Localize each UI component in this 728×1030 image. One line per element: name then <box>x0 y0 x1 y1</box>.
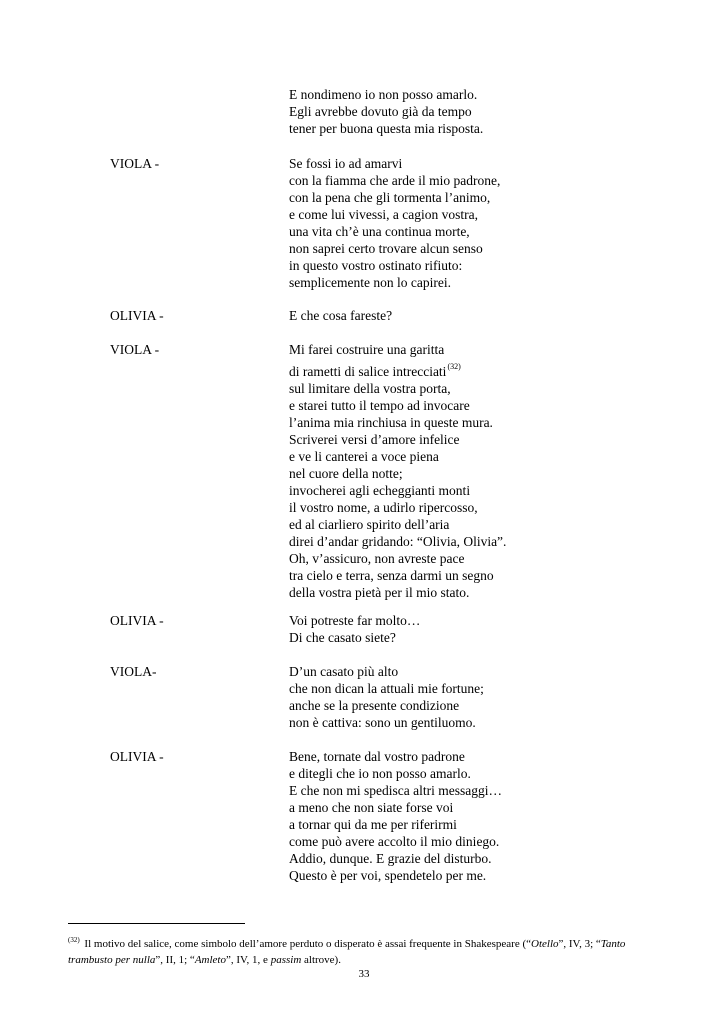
speaker-label: OLIVIA - <box>110 613 164 628</box>
footnote-part-italic: Tanto trambusto per nulla <box>68 938 626 966</box>
verse-line: e ditegli che io non posso amarlo. <box>289 766 471 781</box>
verse-line: anche se la presente condizione <box>289 698 460 713</box>
verse-line: Oh, v’assicuro, non avreste pace <box>289 551 465 566</box>
footnote-part: altrove). <box>301 954 341 966</box>
verse-line: tra cielo e terra, senza darmi un segno <box>289 568 494 583</box>
verse-line: Egli avrebbe dovuto già da tempo <box>289 104 472 119</box>
verse-line-text: di rametti di salice intrecciati <box>289 364 447 379</box>
verse-line: della vostra pietà per il mio stato. <box>289 585 470 600</box>
verse-line: Voi potreste far molto… <box>289 613 421 628</box>
verse-lines <box>289 612 420 646</box>
verse-line: Se fossi io ad amarvi <box>289 156 403 171</box>
page-number: 33 <box>358 968 370 980</box>
verse-line: Addio, dunque. E grazie del disturbo. <box>289 851 492 866</box>
footnote-part: Il motivo del salice, come simbolo dell’amore perduto o disperato è assai frequente in Shakespeare (“ <box>81 938 531 950</box>
footnote-part-italic: Otello <box>531 938 559 950</box>
verse-lines <box>289 748 502 884</box>
verse-line: con la pena che gli tormenta l’animo, <box>289 190 491 205</box>
verse-lines <box>289 155 500 291</box>
verse-line: invocherei agli echeggianti monti <box>289 483 471 498</box>
speaker-label: VIOLA - <box>110 156 160 171</box>
footnote-part-italic: passim <box>270 954 302 966</box>
footnote <box>68 932 668 968</box>
verse-line: che non dican la attuali mie fortune; <box>289 681 484 696</box>
verse-line: e come lui vivessi, a cagion vostra, <box>289 207 478 222</box>
speaker-label: VIOLA - <box>110 342 160 357</box>
verse-line: a tornar qui da me per riferirmi <box>289 817 457 832</box>
verse-lines <box>289 341 506 601</box>
verse-line: l’anima mia rinchiusa in queste mura. <box>289 415 493 430</box>
footnote-part: ”, IV, 1, e <box>225 954 271 966</box>
verse-line: E che non mi spedisca altri messaggi… <box>289 783 502 798</box>
verse-line: Questo è per voi, spendetelo per me. <box>289 868 487 883</box>
verse-line: tener per buona questa mia risposta. <box>289 121 484 136</box>
verse-line-with-footnote <box>289 358 506 380</box>
verse-lines <box>289 307 392 324</box>
verse-line: ed al ciarliero spirito dell’aria <box>289 517 450 532</box>
verse-line: una vita ch’è una continua morte, <box>289 224 470 239</box>
verse-line: E nondimeno io non posso amarlo. <box>289 87 478 102</box>
verse-line: con la fiamma che arde il mio padrone, <box>289 173 501 188</box>
speaker-label: OLIVIA - <box>110 749 164 764</box>
verse-line: il vostro nome, a udirlo ripercosso, <box>289 500 478 515</box>
footnote-part: ”, IV, 3; “ <box>558 938 601 950</box>
verse-line: E che cosa fareste? <box>289 308 393 323</box>
verse-line: in questo vostro ostinato rifiuto: <box>289 258 463 273</box>
footnote-mark: (32) <box>68 936 80 944</box>
verse-line: non saprei certo trovare alcun senso <box>289 241 483 256</box>
speaker-label: OLIVIA - <box>110 308 164 323</box>
verse-line: semplicemente non lo capirei. <box>289 275 451 290</box>
footnote-separator <box>68 923 245 924</box>
speaker-label: VIOLA- <box>110 664 157 679</box>
footnote-reference: (32) <box>447 362 461 371</box>
verse-line: non è cattiva: sono un gentiluomo. <box>289 715 476 730</box>
verse-line: D’un casato più alto <box>289 664 399 679</box>
verse-line: e starei tutto il tempo ad invocare <box>289 398 470 413</box>
verse-line: Bene, tornate dal vostro padrone <box>289 749 465 764</box>
verse-lines <box>289 86 483 137</box>
verse-line: sul limitare della vostra porta, <box>289 381 451 396</box>
verse-line: direi d’andar gridando: “Olivia, Olivia”. <box>289 534 507 549</box>
footnote-part: ”, II, 1; “ <box>155 954 195 966</box>
verse-line: a meno che non siate forse voi <box>289 800 454 815</box>
verse-lines <box>289 663 484 731</box>
verse-line: Mi farei costruire una garitta <box>289 342 445 357</box>
footnote-part-italic: Amleto <box>194 954 226 966</box>
verse-line: nel cuore della notte; <box>289 466 403 481</box>
verse-line: Scriverei versi d’amore infelice <box>289 432 460 447</box>
verse-line: Di che casato siete? <box>289 630 396 645</box>
verse-line: e ve li canterei a voce piena <box>289 449 439 464</box>
verse-line: come può avere accolto il mio diniego. <box>289 834 500 849</box>
